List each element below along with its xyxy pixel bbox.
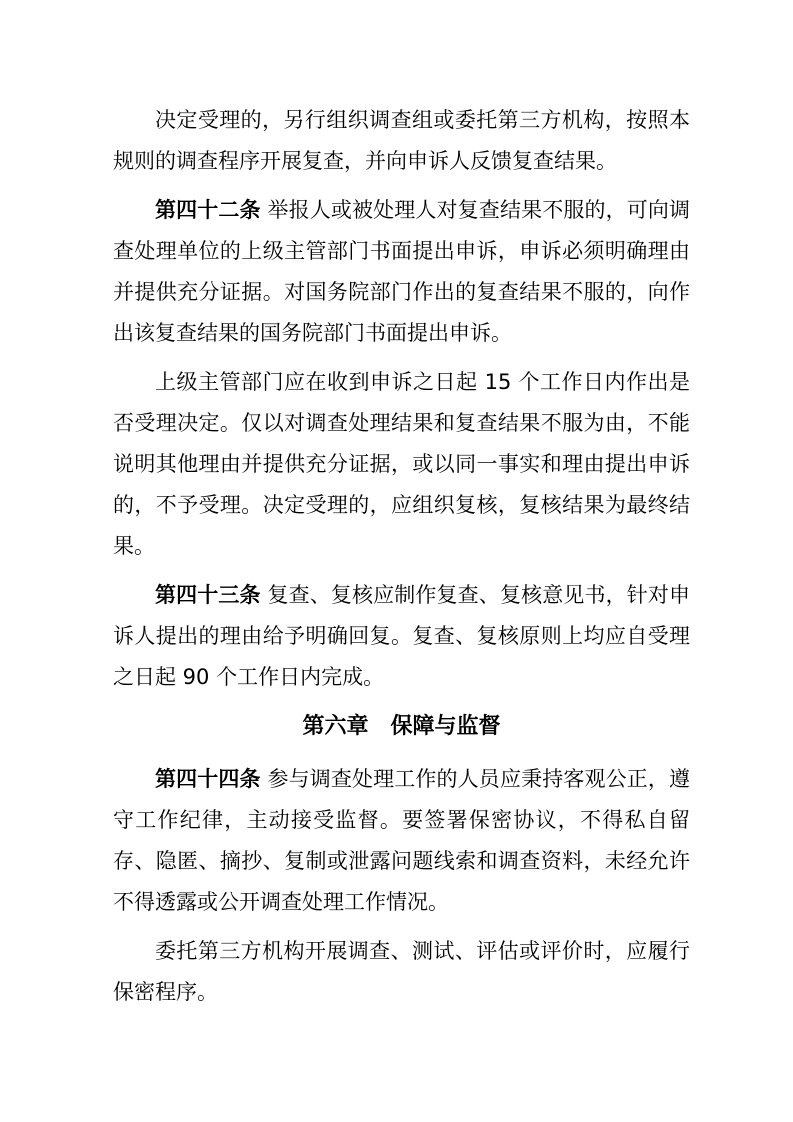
paragraph-text: 决定受理的，另行组织调查组或委托第三方机构，按照本规则的调查程序开展复查，并向申诉人反馈复查结果。 — [113, 108, 690, 173]
paragraph — [113, 100, 690, 182]
paragraph-text: 上级主管部门应在收到申诉之日起 15 个工作日内作出是否受理决定。仅以对调查处理结果和复查结果不服为由，不能说明其他理由并提供充分证据，或以同一事实和理由提出申诉的，不予受理。决定受理的，应组织复核，复核结果为最终结果。 — [113, 370, 690, 558]
paragraph — [113, 575, 690, 698]
paragraph-text: 参与调查处理工作的人员应秉持客观公正，遵守工作纪律，主动接受监督。要签署保密协议，不得私自留存、隐匿、摘抄、复制或泄露问题线索和调查资料，未经允许不得透露或公开调查处理工作情况。 — [113, 767, 691, 914]
article-term: 第四十四条 — [155, 767, 261, 791]
paragraph — [113, 190, 690, 354]
paragraph-text: 举报人或被处理人对复查结果不服的，可向调查处理单位的上级主管部门书面提出申诉，申诉必须明确理由并提供充分证据。对国务院部门作出的复查结果不服的，向作出该复查结果的国务院部门书面提出申诉。 — [113, 198, 691, 345]
paragraph — [113, 759, 690, 923]
article-term: 第四十二条 — [155, 198, 261, 222]
paragraph-text: 复查、复核应制作复查、复核意见书，针对申诉人提出的理由给予明确回复。复查、复核原则上均应自受理之日起 90 个工作日内完成。 — [113, 583, 691, 689]
paragraph-text: 委托第三方机构开展调查、测试、评估或评价时，应履行保密程序。 — [113, 939, 690, 1004]
paragraph — [113, 931, 690, 1013]
article-term: 第四十三条 — [155, 583, 261, 607]
paragraph — [113, 362, 690, 567]
chapter-heading: 第六章 保障与监督 — [302, 714, 501, 739]
